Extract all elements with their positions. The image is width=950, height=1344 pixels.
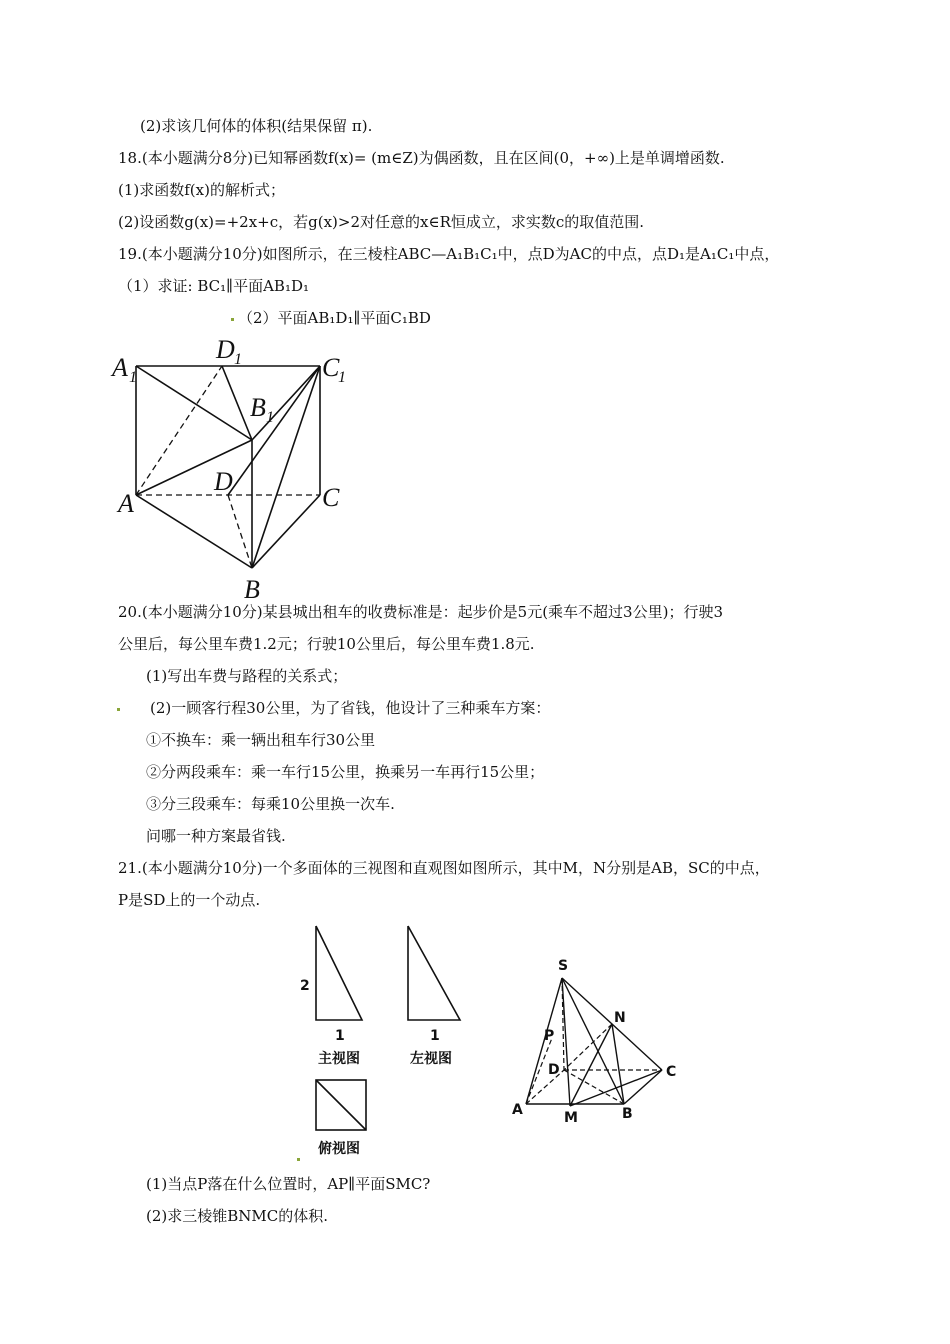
label-M: M bbox=[564, 1110, 578, 1126]
front-view-triangle bbox=[316, 926, 362, 1020]
stray-dot bbox=[231, 318, 234, 321]
label-A1-sub: 1 bbox=[129, 369, 137, 386]
pyramid-figure bbox=[508, 956, 688, 1126]
label-C1: C bbox=[322, 353, 340, 382]
label-B1-sub: 1 bbox=[266, 409, 274, 426]
prism-figure bbox=[110, 330, 370, 605]
top-view-caption: 俯视图 bbox=[318, 1141, 360, 1157]
label-C: C bbox=[666, 1064, 677, 1080]
label-D1-sub: 1 bbox=[234, 351, 242, 368]
label-D1: D bbox=[216, 335, 235, 364]
label-A1: A bbox=[112, 353, 128, 382]
label-N: N bbox=[614, 1010, 626, 1026]
side-view-triangle bbox=[408, 926, 460, 1020]
label-A: A bbox=[118, 489, 134, 518]
q20-option1: ①不换车：乘一辆出租车行30公里 bbox=[146, 731, 376, 749]
q20-heading-cont: 公里后，每公里车费1.2元；行驶10公里后，每公里车费1.8元. bbox=[118, 635, 535, 653]
label-B1: B bbox=[250, 393, 266, 422]
label-P: P bbox=[544, 1028, 555, 1044]
label-D: D bbox=[548, 1062, 560, 1078]
q20-option2: ②分两段乘车：乘一车行15公里，换乘另一车再行15公里； bbox=[146, 763, 545, 781]
label-D: D bbox=[214, 467, 233, 496]
q19-part2: （2）平面AB₁D₁∥平面C₁BD bbox=[238, 309, 431, 327]
q19-part1: （1）求证: BC₁∥平面AB₁D₁ bbox=[118, 277, 309, 295]
q19-heading: 19.(本小题满分10分)如图所示，在三棱柱ABC—A₁B₁C₁中，点D为AC的中点，点D₁是A₁C₁中点， bbox=[118, 245, 780, 263]
front-view-caption: 主视图 bbox=[318, 1051, 360, 1067]
q18-part1: (1)求函数f(x)的解析式； bbox=[118, 181, 285, 199]
front-width-label: 1 bbox=[335, 1028, 345, 1044]
label-B: B bbox=[622, 1106, 633, 1122]
label-C: C bbox=[322, 483, 340, 512]
stray-dot bbox=[297, 1158, 300, 1161]
side-width-label: 1 bbox=[430, 1028, 440, 1044]
stray-dot bbox=[117, 708, 120, 711]
label-S: S bbox=[558, 958, 569, 974]
q21-part1: (1)当点P落在什么位置时，AP∥平面SMC? bbox=[146, 1175, 431, 1193]
q20-part2: (2)一顾客行程30公里，为了省钱，他设计了三种乘车方案： bbox=[150, 699, 551, 717]
three-views-figure bbox=[296, 922, 496, 1167]
label-B: B bbox=[244, 575, 260, 604]
q20-part1: (1)写出车费与路程的关系式； bbox=[146, 667, 348, 685]
q21-heading-cont: P是SD上的一个动点. bbox=[118, 891, 261, 909]
q18-heading: 18.(本小题满分8分)已知幂函数f(x)= (m∈Z)为偶函数，且在区间(0，+∞)上是单调增函数. bbox=[118, 149, 725, 167]
q18-part2: (2)设函数g(x)=+2x+c，若g(x)>2对任意的x∈R恒成立，求实数c的取值范围. bbox=[118, 213, 645, 231]
label-A: A bbox=[512, 1102, 523, 1118]
q21-heading: 21.(本小题满分10分)一个多面体的三视图和直观图如图所示，其中M，N分别是AB，SC的中点， bbox=[118, 859, 770, 877]
label-C1-sub: 1 bbox=[338, 369, 346, 386]
front-height-label: 2 bbox=[300, 978, 310, 994]
q20-question: 问哪一种方案最省钱. bbox=[146, 827, 286, 845]
q17-part2: (2)求该几何体的体积(结果保留 π). bbox=[140, 117, 373, 135]
q20-option3: ③分三段乘车：每乘10公里换一次车. bbox=[146, 795, 395, 813]
q20-heading: 20.(本小题满分10分)某县城出租车的收费标准是：起步价是5元(乘车不超过3公里)；行驶3 bbox=[118, 603, 723, 621]
q21-part2: (2)求三棱锥BNMC的体积. bbox=[146, 1207, 329, 1225]
side-view-caption: 左视图 bbox=[410, 1051, 452, 1067]
